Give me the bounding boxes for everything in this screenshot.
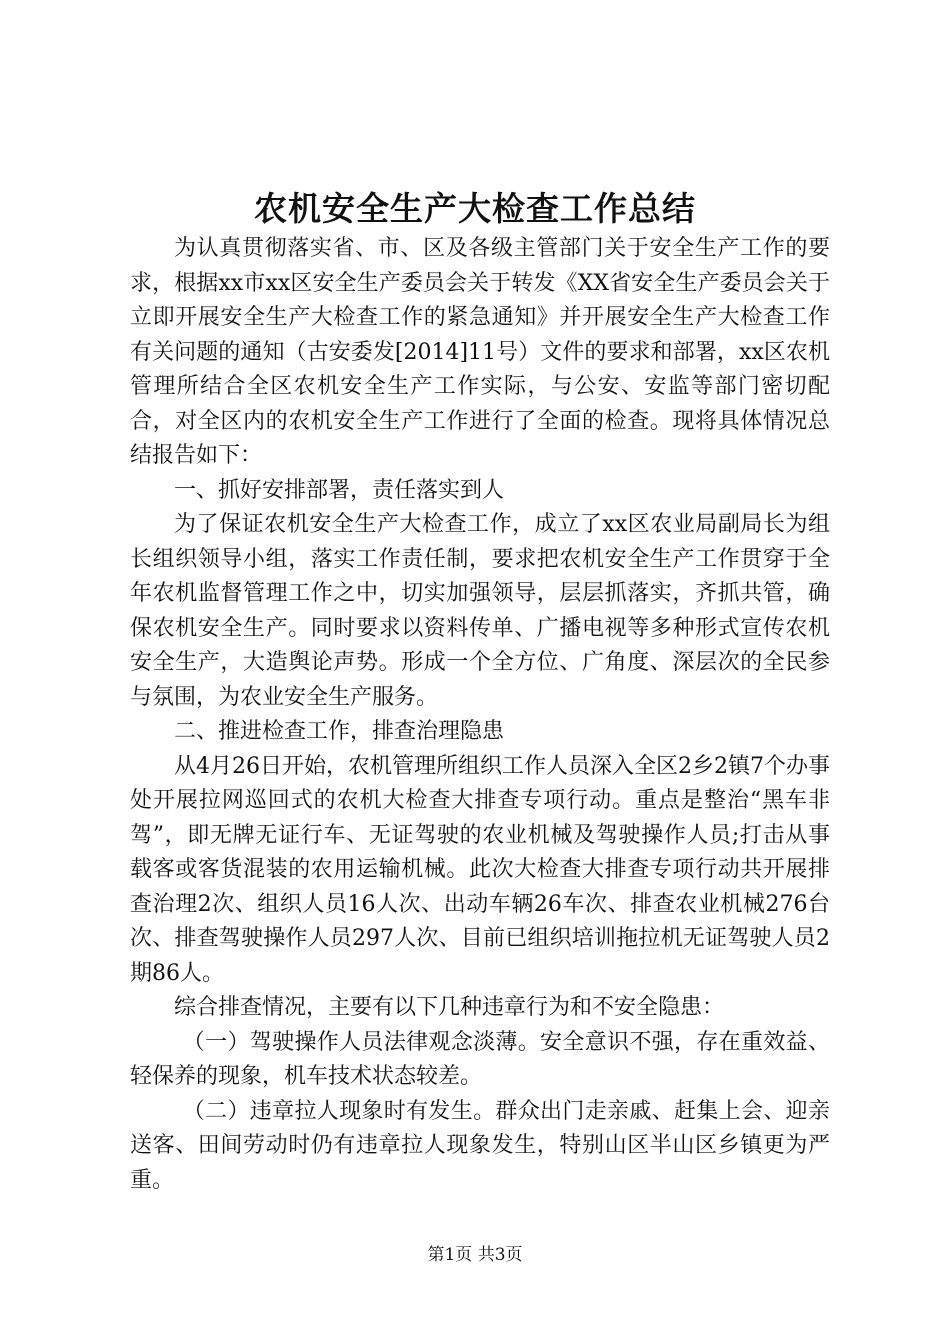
document-body	[130, 232, 830, 1198]
section-2-paragraph: 从4月26日开始，农机管理所组织工作人员深入全区2乡2镇7个办事处开展拉网巡回式的农机大检查大排查专项行动。重点是整治“黑车非驾”，即无牌无证行车、无证驾驶的农业机械及驾驶操作人员;打击从事载客或客货混装的农用运输机械。此次大检查大排查专项行动共开展排查治理2次、组织人员16人次、出动车辆26车次、排查农业机械276台次、排查驾驶操作人员297人次、目前已组织培训拖拉机无证驾驶人员2期86人。	[130, 753, 830, 986]
section-heading-2: 二、推进检查工作，排查治理隐患	[174, 719, 505, 744]
page-number-footer: 第1页 共3页	[427, 1245, 523, 1265]
issue-item-1: （一）驾驶操作人员法律观念淡薄。安全意识不强，存在重效益、轻保养的现象，机车技术状态较差。	[130, 1029, 830, 1089]
issue-item-2: （二）违章拉人现象时有发生。群众出门走亲戚、赶集上会、迎亲送客、田间劳动时仍有违章拉人现象发生，特别山区半山区乡镇更为严重。	[130, 1098, 830, 1193]
section-heading-1: 一、抓好安排部署，责任落实到人	[174, 477, 505, 503]
intro-paragraph: 为认真贯彻落实省、市、区及各级主管部门关于安全生产工作的要求，根据xx市xx区安全生产委员会关于转发《XX省安全生产委员会关于立即开展安全生产大检查工作的紧急通知》并开展安全生产大检查工作有关问题的通知（古安委发[2014]11号）文件的要求和部署，xx区农机管理所结合全区农机安全生产工作实际，与公安、安监等部门密切配合，对全区内的农机安全生产工作进行了全面的检查。现将具体情况总结报告如下：	[130, 236, 830, 468]
document-title: 农机安全生产大检查工作总结	[254, 189, 696, 228]
section-1-paragraph: 为了保证农机安全生产大检查工作，成立了xx区农业局副局长为组长组织领导小组，落实工作责任制，要求把农机安全生产工作贯穿于全年农机监督管理工作之中，切实加强领导，层层抓落实，齐抓共管，确保农机安全生产。同时要求以资料传单、广播电视等多种形式宣传农机安全生产，大造舆论声势。形成一个全方位、广角度、深层次的全民参与氛围，为农业安全生产服务。	[130, 512, 830, 710]
summary-paragraph: 综合排查情况，主要有以下几种违章行为和不安全隐患：	[174, 995, 725, 1020]
